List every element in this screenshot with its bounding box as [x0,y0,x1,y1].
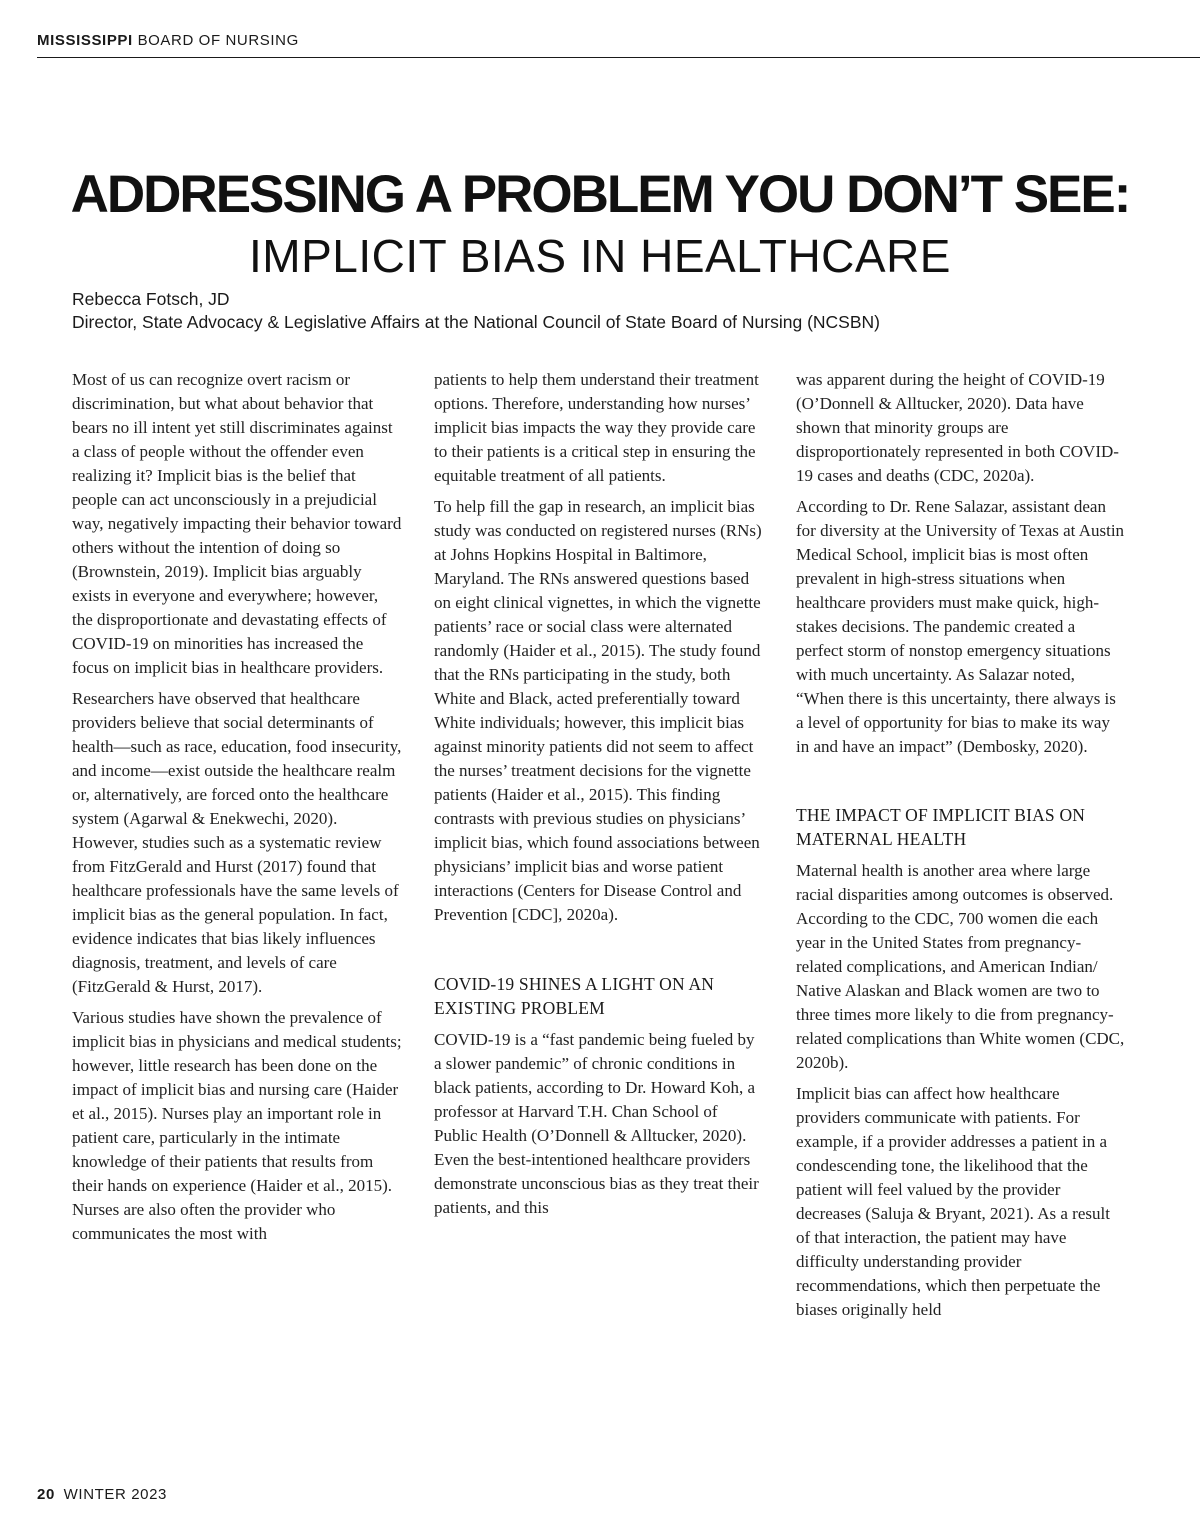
body-paragraph: patients to help them understand their treatment options. Therefore, understanding how nurses’ implicit bias impacts the way they provide care to their patients is a critical step in ensuring the equitable treatment of all patients. [434,370,759,485]
issue-label: WINTER 2023 [63,1486,167,1503]
body-paragraph: Most of us can recognize overt racism or discrimination, but what about behavior that bears no ill intent yet still discriminates against a class of people without the offender even realizing it? Implicit bias is the belief that people can act unconsciously in a prejudicial way, negatively impacting their behavior toward others without the intention of doing so (Brownstein, 2019). Implicit bias arguably exists in everyone and everywhere; however, the disproportionate and devastating effects of COVID-19 on minorities has increased the focus on implicit bias in healthcare providers. [72,370,402,677]
byline [72,288,880,334]
page-footer [37,1486,167,1503]
header-rule [37,57,1200,58]
running-header [37,32,299,49]
page-number: 20 [37,1486,55,1503]
body-paragraph: Maternal health is another area where large racial disparities among outcomes is observed. According to the CDC, 700 women die each year in the United States from pregnancy-related complications, and American Indian/ Native Alaskan and Black women are two to three times more likely to die from pregnancy-related complications than White women (CDC, 2020b). [796,861,1125,1072]
article-title: ADDRESSING A PROBLEM YOU DON’T SEE: [70,164,1130,224]
body-paragraph: was apparent during the height of COVID-19 (O’Donnell & Alltucker, 2020). Data have shown that minority groups are disproportionately represented in both COVID-19 cases and deaths (CDC, 2020a). [796,370,1119,485]
text-column-1 [72,368,402,1253]
publication-name-rest: BOARD OF NURSING [132,32,299,49]
body-paragraph: COVID-19 is a “fast pandemic being fueled by a slower pandemic” of chronic conditions in black patients, according to Dr. Howard Koh, a professor at Harvard T.H. Chan School of Public Health (O’Donnell & Alltucker, 2020). Even the best-intentioned healthcare providers demonstrate unconscious bias as they treat their patients, and this [434,1030,759,1217]
publication-name-strong: MISSISSIPPI [37,32,133,49]
section-heading-maternal-health: THE IMPACT OF IMPLICIT BIAS ON MATERNAL HEALTH [796,805,1086,849]
text-column-2 [434,368,764,1227]
body-paragraph: According to Dr. Rene Salazar, assistant dean for diversity at the University of Texas at Austin Medical School, implicit bias is most often prevalent in high-stress situations when healthcare providers must make quick, high-stakes decisions. The pandemic created a perfect storm of nonstop emergency situations with much uncertainty. As Salazar noted, “When there is this uncertainty, there always is a level of opportunity for bias to make its way in and have an impact” (Dembosky, 2020). [796,497,1125,756]
article-subtitle: IMPLICIT BIAS IN HEALTHCARE [249,230,951,283]
body-paragraph: Various studies have shown the prevalence of implicit bias in physicians and medical students; however, little research has been done on the impact of implicit bias and nursing care (Haider et al., 2015). Nurses play an important role in patient care, particularly in the intimate knowledge of their patients that results from their hands on experience (Haider et al., 2015). Nurses are also often the provider who communicates the most with [72,1008,402,1243]
author-role: Director, State Advocacy & Legislative Affairs at the National Council of State Board of Nursing (NCSBN) [72,312,880,332]
section-heading-covid: COVID-19 SHINES A LIGHT ON AN EXISTING PROBLEM [434,974,715,1018]
author-name: Rebecca Fotsch, JD [72,289,230,309]
text-column-3 [796,368,1126,1329]
body-paragraph: Researchers have observed that healthcare providers believe that social determinants of health—such as race, education, food insecurity, and income—exist outside the healthcare realm or, alternatively, are forced onto the healthcare system (Agarwal & Enekwechi, 2020). However, studies such as a systematic review from FitzGerald and Hurst (2017) found that healthcare professionals have the same levels of implicit bias as the general population. In fact, evidence indicates that bias likely influences diagnosis, treatment, and levels of care (FitzGerald & Hurst, 2017). [72,689,402,996]
body-paragraph: To help fill the gap in research, an implicit bias study was conducted on registered nurses (RNs) at Johns Hopkins Hospital in Baltimore, Maryland. The RNs answered questions based on eight clinical vignettes, in which the vignette patients’ race or social class were alternated randomly (Haider et al., 2015). The study found that the RNs participating in the study, both White and Black, acted preferentially toward White individuals; however, this implicit bias against minority patients did not seem to affect the nurses’ treatment decisions for the vignette patients (Haider et al., 2015). This finding contrasts with previous studies on physicians’ implicit bias, which found associations between physicians’ implicit bias and worse patient interactions (Centers for Disease Control and Prevention [CDC], 2020a). [434,497,762,924]
body-paragraph: Implicit bias can affect how healthcare providers communicate with patients. For example, if a provider addresses a patient in a condescending tone, the likelihood that the patient will feel valued by the provider decreases (Saluja & Bryant, 2021). As a result of that interaction, the patient may have difficulty understanding provider recommendations, which then perpetuate the biases originally held [796,1084,1110,1319]
